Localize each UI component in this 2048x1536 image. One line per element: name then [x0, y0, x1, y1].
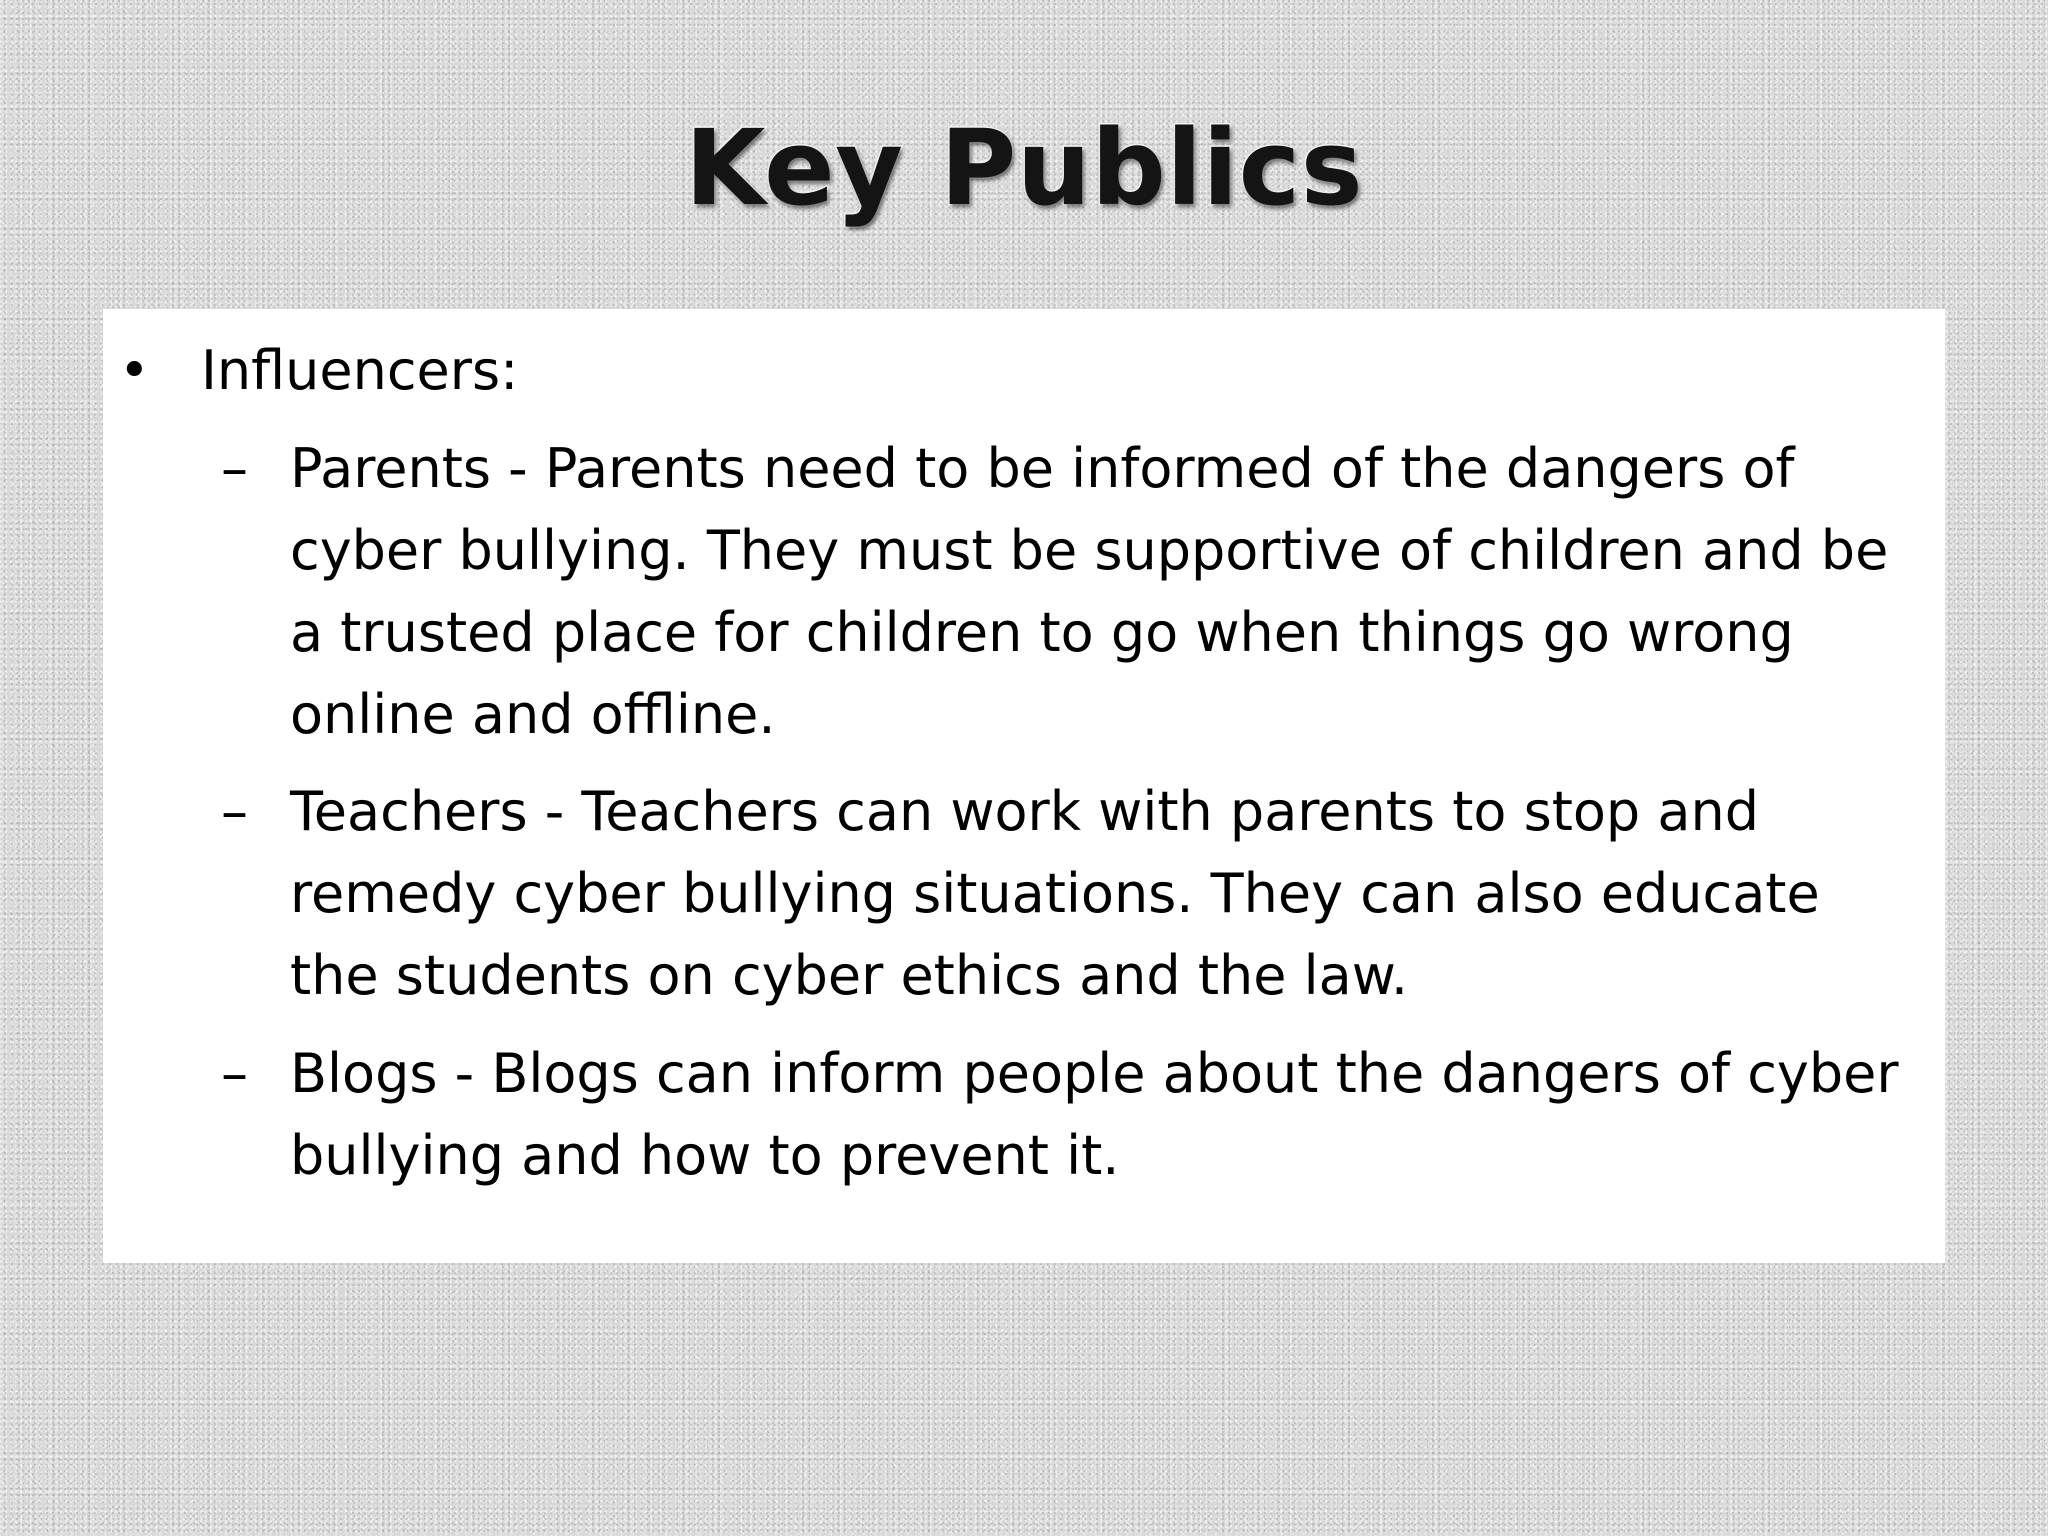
bullet-label: Influencers:	[201, 339, 519, 402]
bullet-influencers	[103, 330, 1945, 412]
bullet-marker: •	[119, 341, 150, 401]
sub-item-text: Teachers - Teachers can work with parents to stop and remedy cyber bullying situations. They can also educate the students on cyber ethics and the law.	[290, 780, 1820, 1007]
sub-item-text: Blogs - Blogs can inform people about the dangers of cyber bullying and how to prevent it.	[290, 1042, 1899, 1187]
sub-item-marker: –	[221, 1042, 248, 1105]
sub-item-marker: –	[221, 780, 248, 843]
sub-item-parents	[103, 428, 1945, 756]
sub-item-marker: –	[221, 437, 248, 500]
sub-item-blogs	[103, 1033, 1945, 1197]
slide-title: Key Publics	[684, 107, 1364, 229]
sub-item-teachers	[103, 771, 1945, 1017]
content-box	[103, 309, 1945, 1263]
sub-item-text: Parents - Parents need to be informed of the dangers of cyber bullying. They must be supportive of children and be a trusted place for children to go when things go wrong online and offline.	[290, 437, 1889, 746]
